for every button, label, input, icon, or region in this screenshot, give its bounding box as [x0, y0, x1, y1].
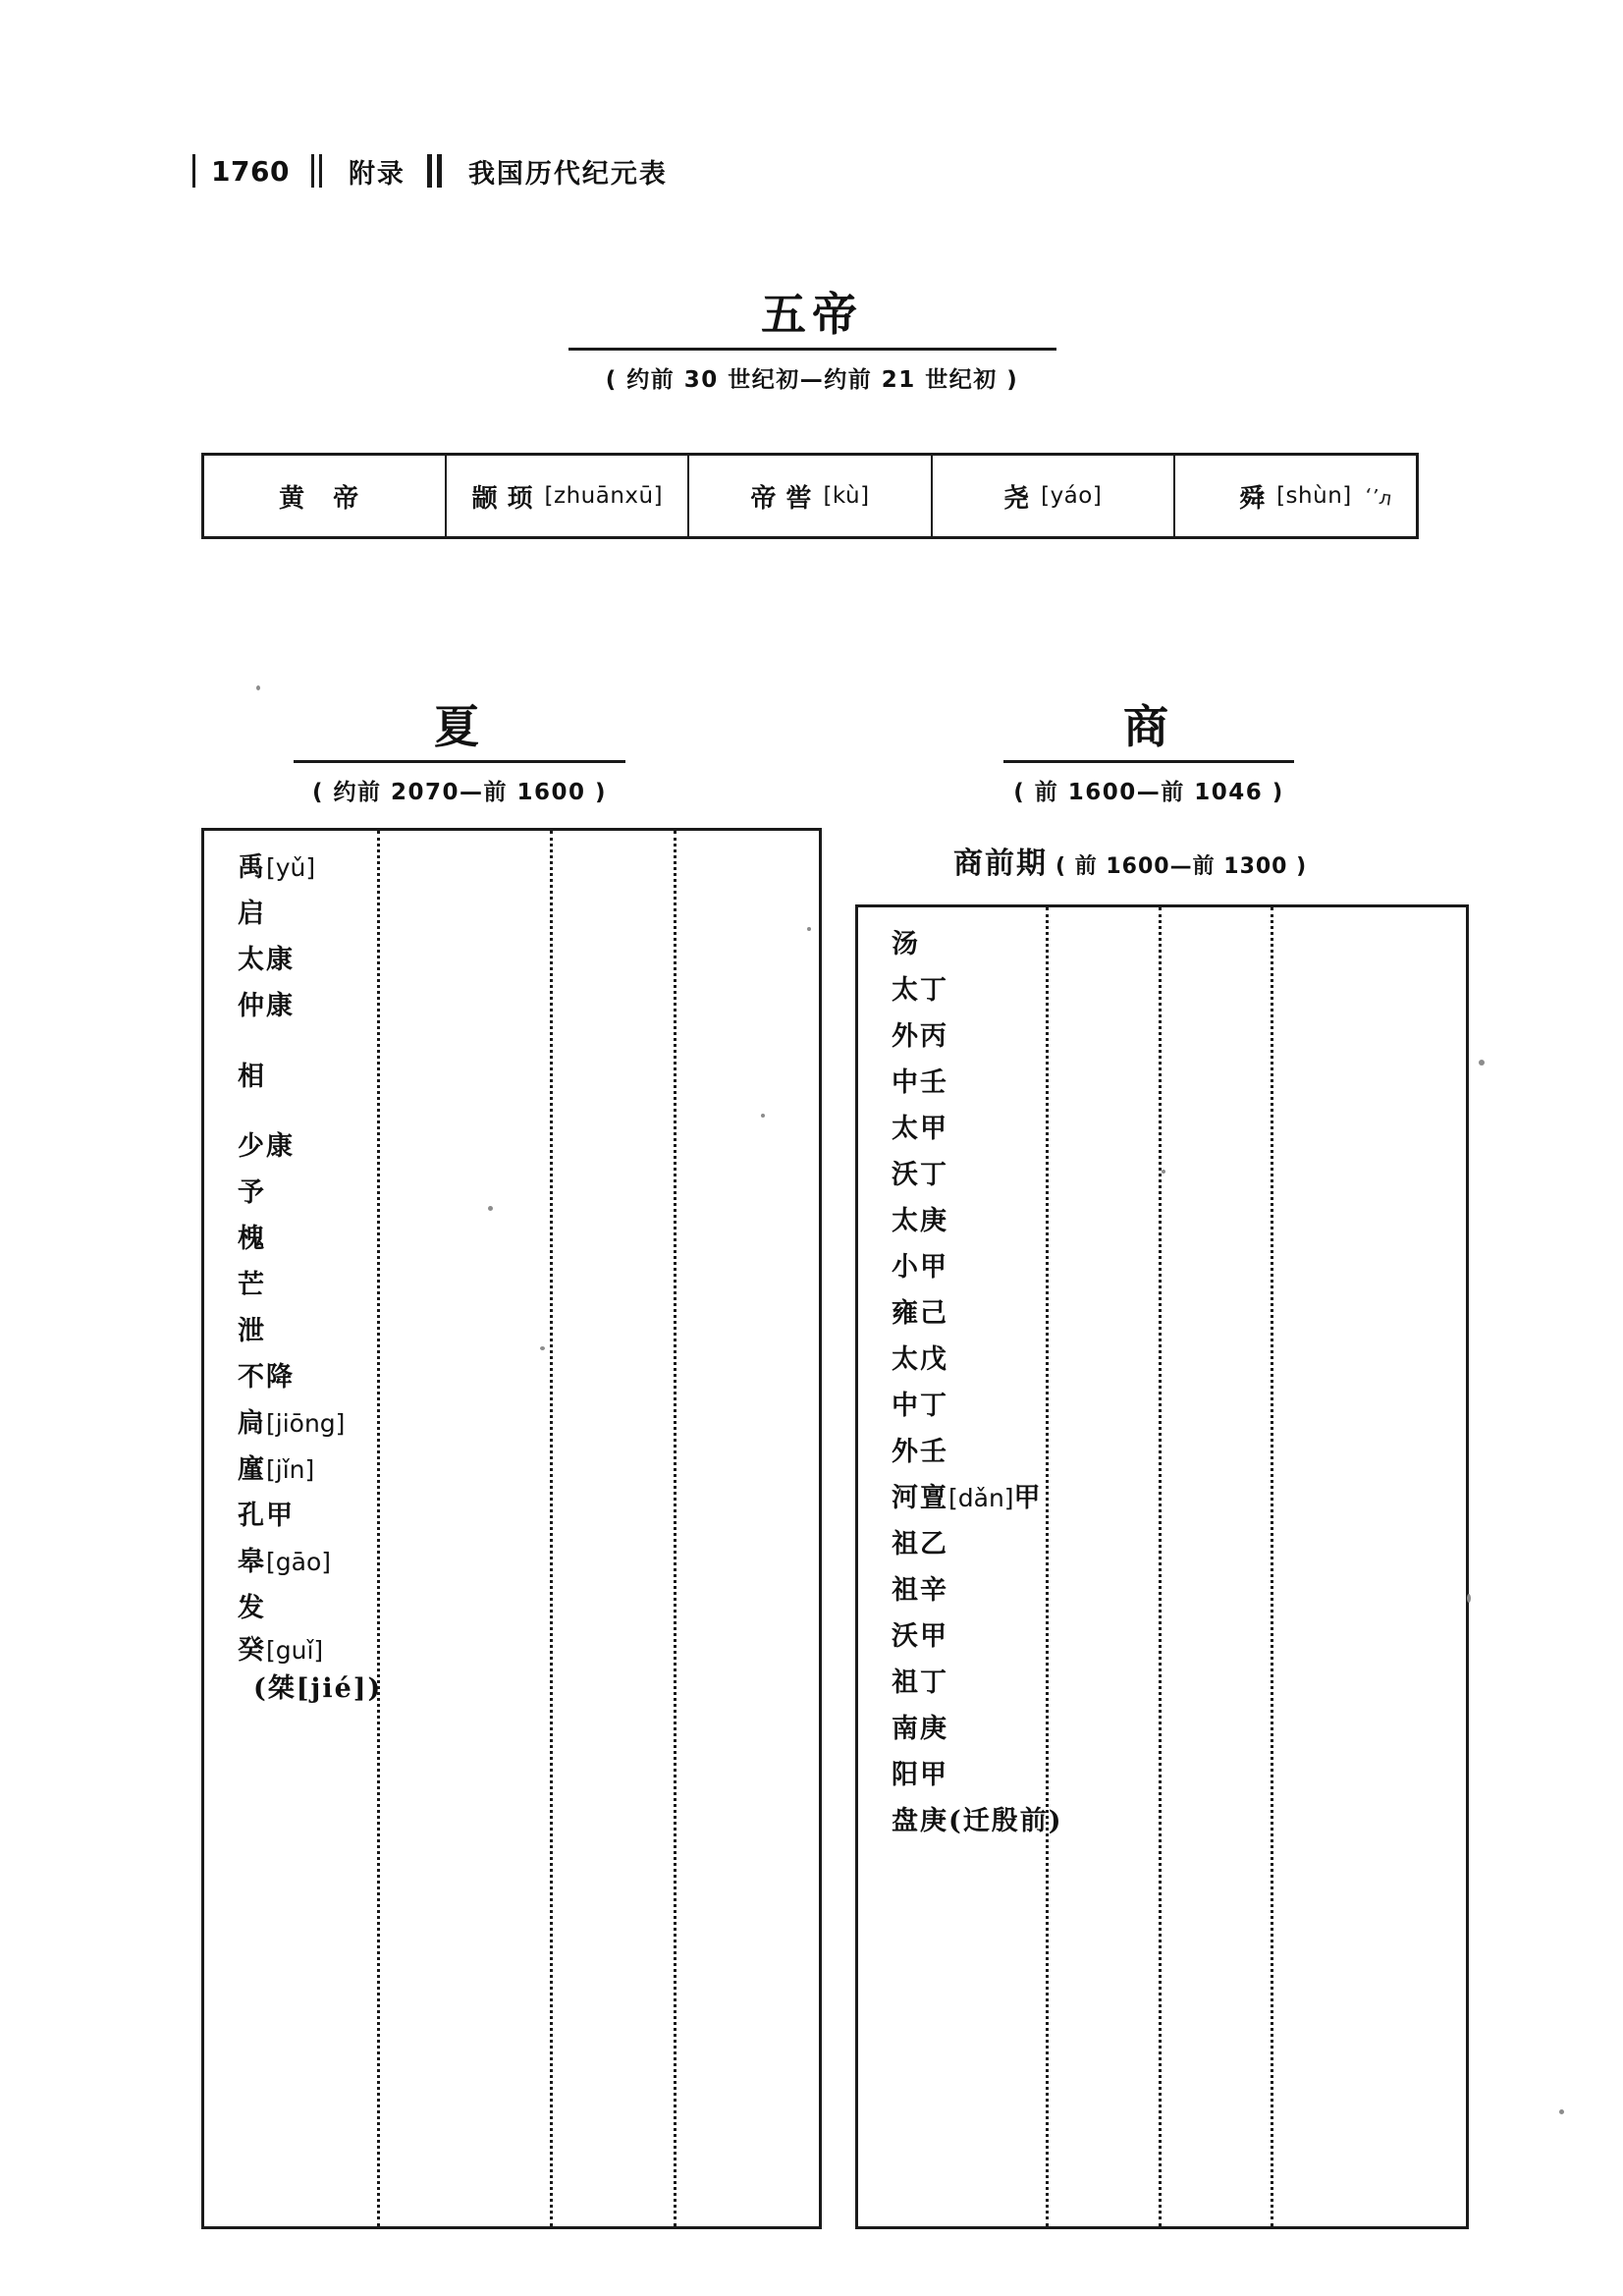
scan-speckle [1162, 1170, 1165, 1174]
page-number: 1760 [211, 154, 290, 188]
list-item [238, 1447, 819, 1493]
list-item [238, 983, 819, 1029]
list-item [238, 1631, 819, 1722]
list-item [892, 921, 1466, 967]
header-rule-left [192, 154, 195, 188]
ruler-name-suffix: 甲 [1013, 1483, 1043, 1513]
list-item [238, 1262, 819, 1308]
list-item [892, 1152, 1466, 1198]
emperor-pinyin: [kù] [823, 483, 870, 509]
ruler-name: 太甲 [892, 1114, 948, 1144]
ruler-name: 盘庚(迁殷前) [892, 1806, 1063, 1836]
scan-speckle [540, 1346, 545, 1350]
ruler-name: 祖丁 [892, 1667, 948, 1698]
list-item [238, 1216, 819, 1262]
ruler-name: 仲康 [238, 991, 295, 1021]
ruler-name: 癸 [238, 1635, 266, 1666]
ruler-name: 小甲 [892, 1252, 948, 1283]
ruler-name: 槐 [238, 1224, 266, 1254]
ruler-name: 中丁 [892, 1391, 948, 1421]
ruler-name: 祖乙 [892, 1529, 948, 1559]
list-item [892, 1244, 1466, 1290]
ruler-name: 孔甲 [238, 1501, 295, 1531]
list-item [238, 1493, 819, 1539]
ruler-name: 芒 [238, 1270, 266, 1300]
emperor-cell [933, 456, 1175, 536]
emperor-name: 颛顼 [471, 483, 543, 514]
header-double-rule-2 [427, 154, 447, 188]
list-item [238, 1539, 819, 1585]
list-item [892, 1060, 1466, 1106]
ruler-alt-name: (桀[jié]) [253, 1673, 383, 1705]
list-item [892, 1383, 1466, 1429]
list-item [892, 1521, 1466, 1567]
scan-speckle [761, 1114, 765, 1118]
emperor-cell [689, 456, 932, 536]
emperor-cell [204, 456, 447, 536]
list-item [892, 1567, 1466, 1613]
ruler-name: 阳甲 [892, 1760, 948, 1790]
shang-early-period-range: ( 前 1600—前 1300 ) [1055, 854, 1308, 879]
five-emperors-name: 五帝 [761, 288, 863, 341]
ruler-pinyin: [dǎn] [948, 1484, 1014, 1512]
list-item [238, 1123, 819, 1170]
ruler-pinyin: [gāo] [266, 1548, 331, 1576]
shang-date-range: ( 前 1600—前 1046 ) [1013, 780, 1284, 806]
scan-speckle [256, 685, 260, 690]
ruler-name: 雍己 [892, 1298, 948, 1329]
list-item [892, 1798, 1466, 1844]
five-emperors-date-range: ( 约前 30 世纪初—约前 21 世纪初 ) [605, 367, 1019, 394]
scan-speckle [807, 927, 811, 931]
ruler-pinyin: [jiōng] [266, 1409, 346, 1438]
list-item [892, 1613, 1466, 1660]
ruler-pinyin: [yǔ] [266, 853, 316, 882]
ruler-name: 廑 [238, 1454, 266, 1485]
list-item [892, 1660, 1466, 1706]
ruler-name: 太戊 [892, 1344, 948, 1375]
ruler-pinyin: [guǐ] [266, 1636, 324, 1665]
list-item [892, 967, 1466, 1013]
emperor-name: 舜 [1239, 483, 1275, 514]
ruler-name: 皋 [238, 1547, 266, 1577]
list-item [238, 1585, 819, 1631]
list-item [892, 1013, 1466, 1060]
list-item [238, 891, 819, 937]
ruler-name: 太康 [238, 945, 295, 975]
list-item [238, 1170, 819, 1216]
shang-early-period-name: 商前期 [953, 847, 1048, 881]
ruler-name: 中壬 [892, 1067, 948, 1098]
emperor-pinyin: [shùn] [1276, 483, 1352, 509]
list-item [892, 1198, 1466, 1244]
xia-heading [243, 700, 676, 806]
five-emperors-heading [517, 288, 1107, 394]
shang-heading [987, 700, 1311, 806]
list-item [892, 1290, 1466, 1337]
list-item [238, 1400, 819, 1447]
list-item [238, 845, 819, 891]
list-item [238, 1029, 819, 1123]
ruler-name: 外丙 [892, 1021, 948, 1052]
shang-rule [1003, 760, 1294, 763]
scan-speckle [1479, 1060, 1485, 1066]
ruler-name: 汤 [892, 929, 920, 959]
ruler-name: 泄 [238, 1316, 266, 1346]
list-item [892, 1706, 1466, 1752]
shang-ruler-list [892, 921, 1466, 1844]
scan-speckle [488, 1206, 493, 1211]
shang-name: 商 [1123, 700, 1174, 753]
list-item [892, 1475, 1466, 1521]
ruler-pinyin: [jǐn] [266, 1455, 315, 1484]
emperor-pinyin: [zhuānxū] [544, 483, 664, 509]
emperor-name: 帝喾 [750, 483, 822, 514]
ruler-name: 不降 [238, 1362, 295, 1393]
shang-ruler-table [855, 904, 1469, 2229]
list-item [892, 1429, 1466, 1475]
xia-date-range: ( 约前 2070—前 1600 ) [311, 780, 608, 806]
emperor-cell [447, 456, 689, 536]
emperor-name: 尧 [1003, 483, 1040, 514]
ruler-name: 发 [238, 1593, 266, 1623]
scan-artifact-mark: ‘’л [1362, 483, 1394, 511]
scan-speckle [1467, 1594, 1471, 1603]
xia-ruler-table [201, 828, 822, 2229]
ruler-name: 启 [238, 899, 266, 929]
ruler-name: 少康 [238, 1131, 295, 1162]
ruler-name: 太庚 [892, 1206, 948, 1236]
ruler-name: 予 [238, 1177, 266, 1208]
five-emperors-table [201, 453, 1419, 539]
five-emperors-rule [568, 348, 1056, 351]
ruler-name: 南庚 [892, 1714, 948, 1744]
ruler-name: 祖辛 [892, 1575, 948, 1606]
ruler-name: 河亶 [892, 1483, 948, 1513]
ruler-name: 禹 [238, 852, 266, 883]
ruler-name: 相 [238, 1061, 266, 1092]
list-item [238, 1354, 819, 1400]
list-item [238, 1308, 819, 1354]
list-item [238, 937, 819, 983]
ruler-name: 外壬 [892, 1437, 948, 1467]
list-item [892, 1337, 1466, 1383]
shang-early-period-heading [953, 839, 1307, 882]
ruler-name: 沃甲 [892, 1621, 948, 1652]
header-double-rule-1 [311, 154, 327, 188]
list-item [892, 1752, 1466, 1798]
page-title: 我国历代纪元表 [467, 158, 668, 190]
ruler-name: 太丁 [892, 975, 948, 1006]
appendix-label: 附录 [348, 158, 406, 190]
xia-rule [294, 760, 625, 763]
emperor-name: 黄 帝 [279, 483, 369, 514]
emperor-pinyin: [yáo] [1041, 483, 1103, 509]
ruler-name: 沃丁 [892, 1160, 948, 1190]
scan-speckle [1559, 2109, 1564, 2114]
xia-ruler-list [238, 845, 819, 1722]
xia-name: 夏 [434, 700, 485, 753]
ruler-name: 扃 [238, 1408, 266, 1439]
list-item [892, 1106, 1466, 1152]
emperor-cell [1175, 456, 1416, 536]
page-header [192, 149, 668, 192]
